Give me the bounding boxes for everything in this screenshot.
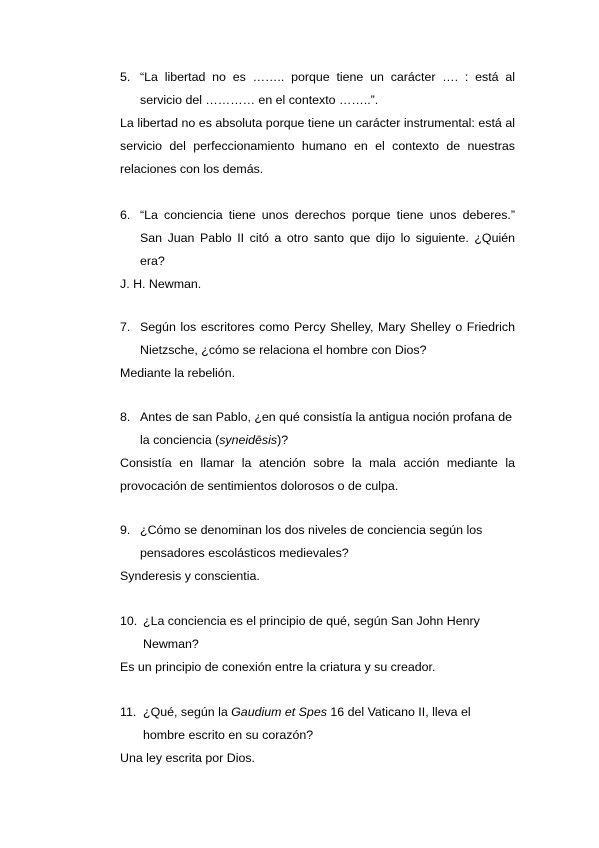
answer-8: Consistía en llamar la atención sobre la mala acción mediante la provocación de sentimientos dolorosos o de culpa. (120, 456, 515, 493)
answer-10: Es un principio de conexión entre la criatura y su creador. (120, 660, 436, 674)
question-number: 8. (120, 410, 131, 424)
qa-item-11 (120, 701, 515, 770)
answer-6: J. H. Newman. (120, 277, 202, 291)
question-7 (120, 316, 515, 362)
question-text: Según los escritores como Percy Shelley, Mary Shelley o Friedrich Nietzsche, ¿cómo se relaciona el hombre con Dios? (140, 320, 515, 357)
question-text-italic: Gaudium et Spes (231, 705, 327, 719)
question-text: ¿Cómo se denominan los dos niveles de conciencia según los pensadores escolásticos medievales? (140, 523, 483, 560)
question-text (140, 406, 515, 452)
question-text: ¿La conciencia es el principio de qué, según San John Henry Newman? (143, 614, 480, 651)
question-number: 5. (120, 70, 131, 84)
qa-item-6 (120, 204, 515, 296)
question-number: 11. (120, 705, 137, 719)
answer-9: Synderesis y conscientia. (120, 569, 260, 583)
question-10 (120, 610, 515, 656)
question-number: 7. (120, 320, 131, 334)
qa-item-9 (120, 519, 515, 588)
answer-7: Mediante la rebelión. (120, 366, 236, 380)
qa-item-7 (120, 316, 515, 385)
question-number: 10. (120, 614, 138, 628)
answer-11: Una ley escrita por Dios. (120, 751, 255, 765)
question-11 (120, 701, 515, 747)
question-text-after: )? (277, 433, 289, 447)
question-6 (120, 204, 515, 273)
qa-item-5 (120, 66, 515, 181)
question-text-italic: syneidēsis (219, 433, 278, 447)
question-text-before: Antes de san Pablo, ¿en qué consistía la antigua noción profana de la conciencia ( (140, 410, 512, 447)
question-text (143, 701, 515, 747)
question-number: 9. (120, 523, 131, 537)
qa-item-10 (120, 610, 515, 679)
question-text: “La conciencia tiene unos derechos porque tiene unos deberes.” San Juan Pablo II citó a otro santo que dijo lo siguiente. ¿Quién era? (140, 208, 515, 268)
question-text: “La libertad no es …….. porque tiene un carácter …. : está al servicio del ………… en el contexto ……..”. (140, 70, 515, 107)
question-5 (120, 66, 515, 112)
question-text-before: ¿Qué, según la (143, 705, 232, 719)
qa-item-8 (120, 406, 515, 498)
question-number: 6. (120, 208, 131, 222)
question-8 (120, 406, 515, 452)
question-9 (120, 519, 515, 565)
question-text-after: 16 del Vaticano II, lleva el hombre escrito en su corazón? (143, 705, 471, 742)
answer-5: La libertad no es absoluta porque tiene un carácter instrumental: está al servicio del perfeccionamiento humano en el contexto de nuestras relaciones con los demás. (120, 116, 515, 176)
